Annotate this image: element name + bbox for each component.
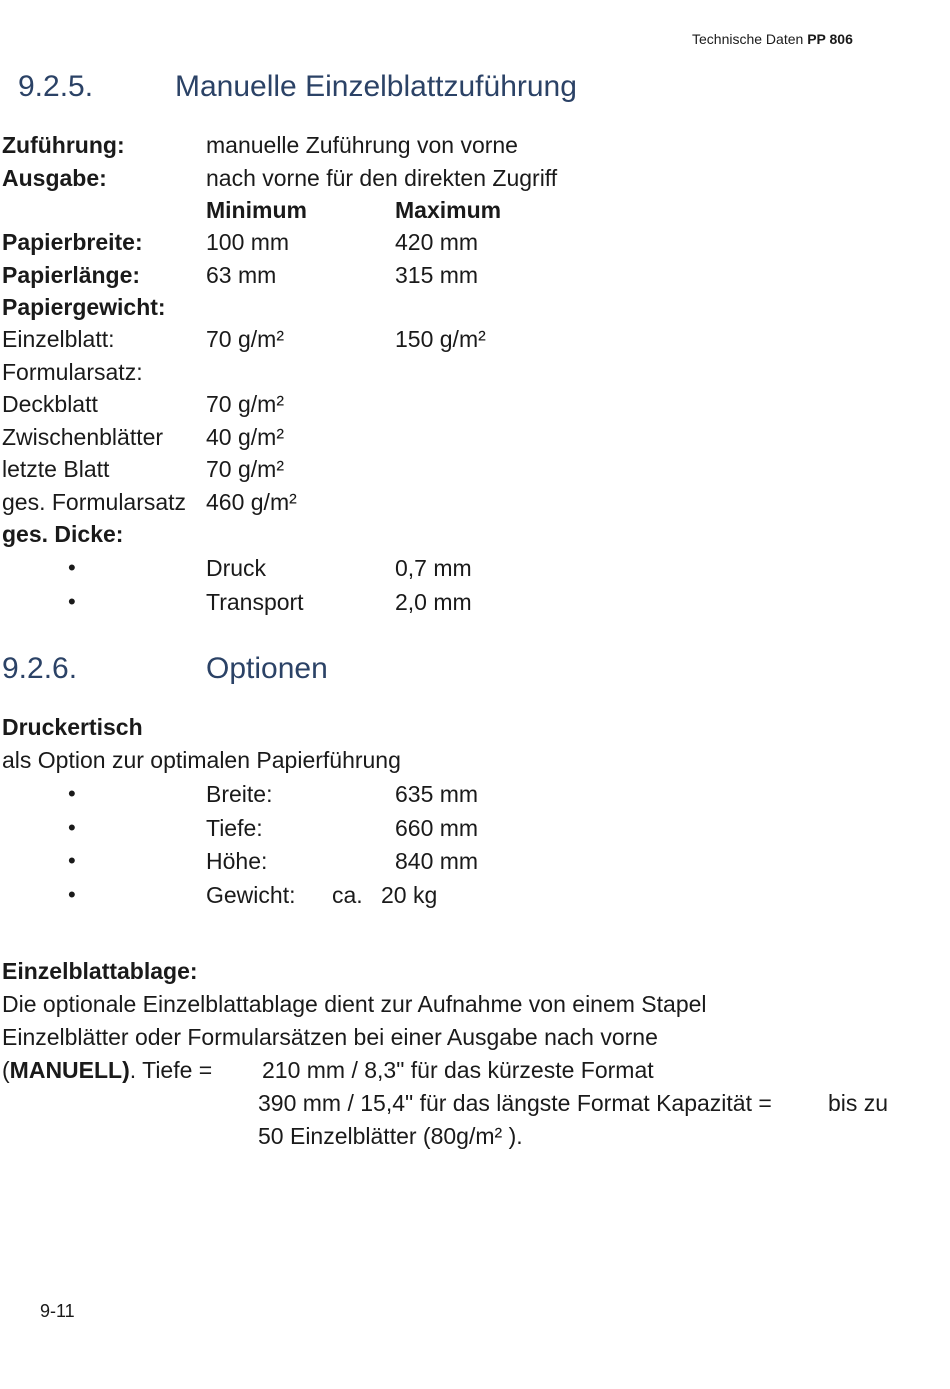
druck-value: 0,7 mm [395,555,472,581]
ges-formularsatz-label: ges. Formularsatz [2,489,187,515]
ablage-manuell: MANUELL) [9,1057,130,1083]
zwischenblaetter-label: Zwischenblätter [2,424,164,450]
ablage-value-1: 210 mm / 8,3" für das kürzeste Format [262,1057,654,1083]
zufuehrung-value: manuelle Zuführung von vorne [206,132,518,158]
einzelblatt-label: Einzelblatt: [2,326,115,352]
zufuehrung-label: Zuführung: [2,132,125,158]
section-title-925: Manuelle Einzelblattzuführung [175,70,577,103]
breite-value: 635 mm [395,781,479,807]
papierbreite-label: Papierbreite: [2,229,143,255]
running-header [692,31,853,47]
ausgabe-label: Ausgabe: [2,165,107,191]
papierlaenge-min: 63 mm [206,262,277,288]
bullet-breite: • [68,781,76,806]
gewicht-value: 20 kg [381,882,438,908]
letzte-blatt-label: letzte Blatt [2,456,110,482]
einzelblattablage-title: Einzelblattablage: [2,958,198,984]
transport-value: 2,0 mm [395,589,472,615]
bullet-tiefe: • [68,815,76,840]
druck-label: Druck [206,555,267,581]
section-title-926: Optionen [206,652,328,685]
ges-dicke-label: ges. Dicke: [2,521,124,547]
section-number-925: 9.2.5. [18,70,94,103]
bullet-gewicht: • [68,882,76,907]
hoehe-value: 840 mm [395,848,479,874]
zwischenblaetter-value: 40 g/m² [206,424,284,450]
column-minimum: Minimum [206,197,307,223]
section-number-926: 9.2.6. [2,652,78,685]
einzelblatt-max: 150 g/m² [395,326,486,352]
column-maximum: Maximum [395,197,502,223]
tiefe-value: 660 mm [395,815,479,841]
papiergewicht-label: Papiergewicht: [2,294,166,320]
breite-label: Breite: [206,781,273,807]
formularsatz-label: Formularsatz: [2,359,143,385]
ablage-capacity: bis zu [828,1090,889,1116]
page-number: 9-11 [40,1301,75,1321]
einzelblatt-min: 70 g/m² [206,326,284,352]
papierbreite-max: 420 mm [395,229,479,255]
ablage-value-2: 390 mm / 15,4" für das längste Format Kapazität = [258,1090,772,1116]
druckertisch-desc: als Option zur optimalen Papierführung [2,747,401,773]
transport-label: Transport [206,589,304,615]
letzte-blatt-value: 70 g/m² [206,456,284,482]
header-prefix: Technische Daten [692,31,804,47]
gewicht-label: Gewicht: [206,882,296,908]
ablage-open-paren: ( [2,1057,10,1083]
ablage-value-3: 50 Einzelblätter (80g/m² ). [258,1123,523,1149]
ges-formularsatz-value: 460 g/m² [206,489,297,515]
papierlaenge-max: 315 mm [395,262,479,288]
hoehe-label: Höhe: [206,848,268,874]
deckblatt-value: 70 g/m² [206,391,284,417]
ablage-tiefe: . Tiefe = [129,1057,213,1083]
druckertisch-title: Druckertisch [2,714,143,740]
bullet-hoehe: • [68,848,76,873]
ablage-line-3 [2,1056,212,1084]
ausgabe-value: nach vorne für den direkten Zugriff [206,165,558,191]
papierlaenge-label: Papierlänge: [2,262,141,288]
ablage-line-2: Einzelblätter oder Formularsätzen bei einer Ausgabe nach vorne [2,1024,658,1050]
papierbreite-min: 100 mm [206,229,290,255]
deckblatt-label: Deckblatt [2,391,98,417]
gewicht-ca: ca. [332,882,363,908]
tiefe-label: Tiefe: [206,815,263,841]
ablage-line-1: Die optionale Einzelblattablage dient zur Aufnahme von einem Stapel [2,991,707,1017]
header-model: PP 806 [807,31,853,47]
bullet-druck: • [68,555,76,580]
bullet-transport: • [68,589,76,614]
